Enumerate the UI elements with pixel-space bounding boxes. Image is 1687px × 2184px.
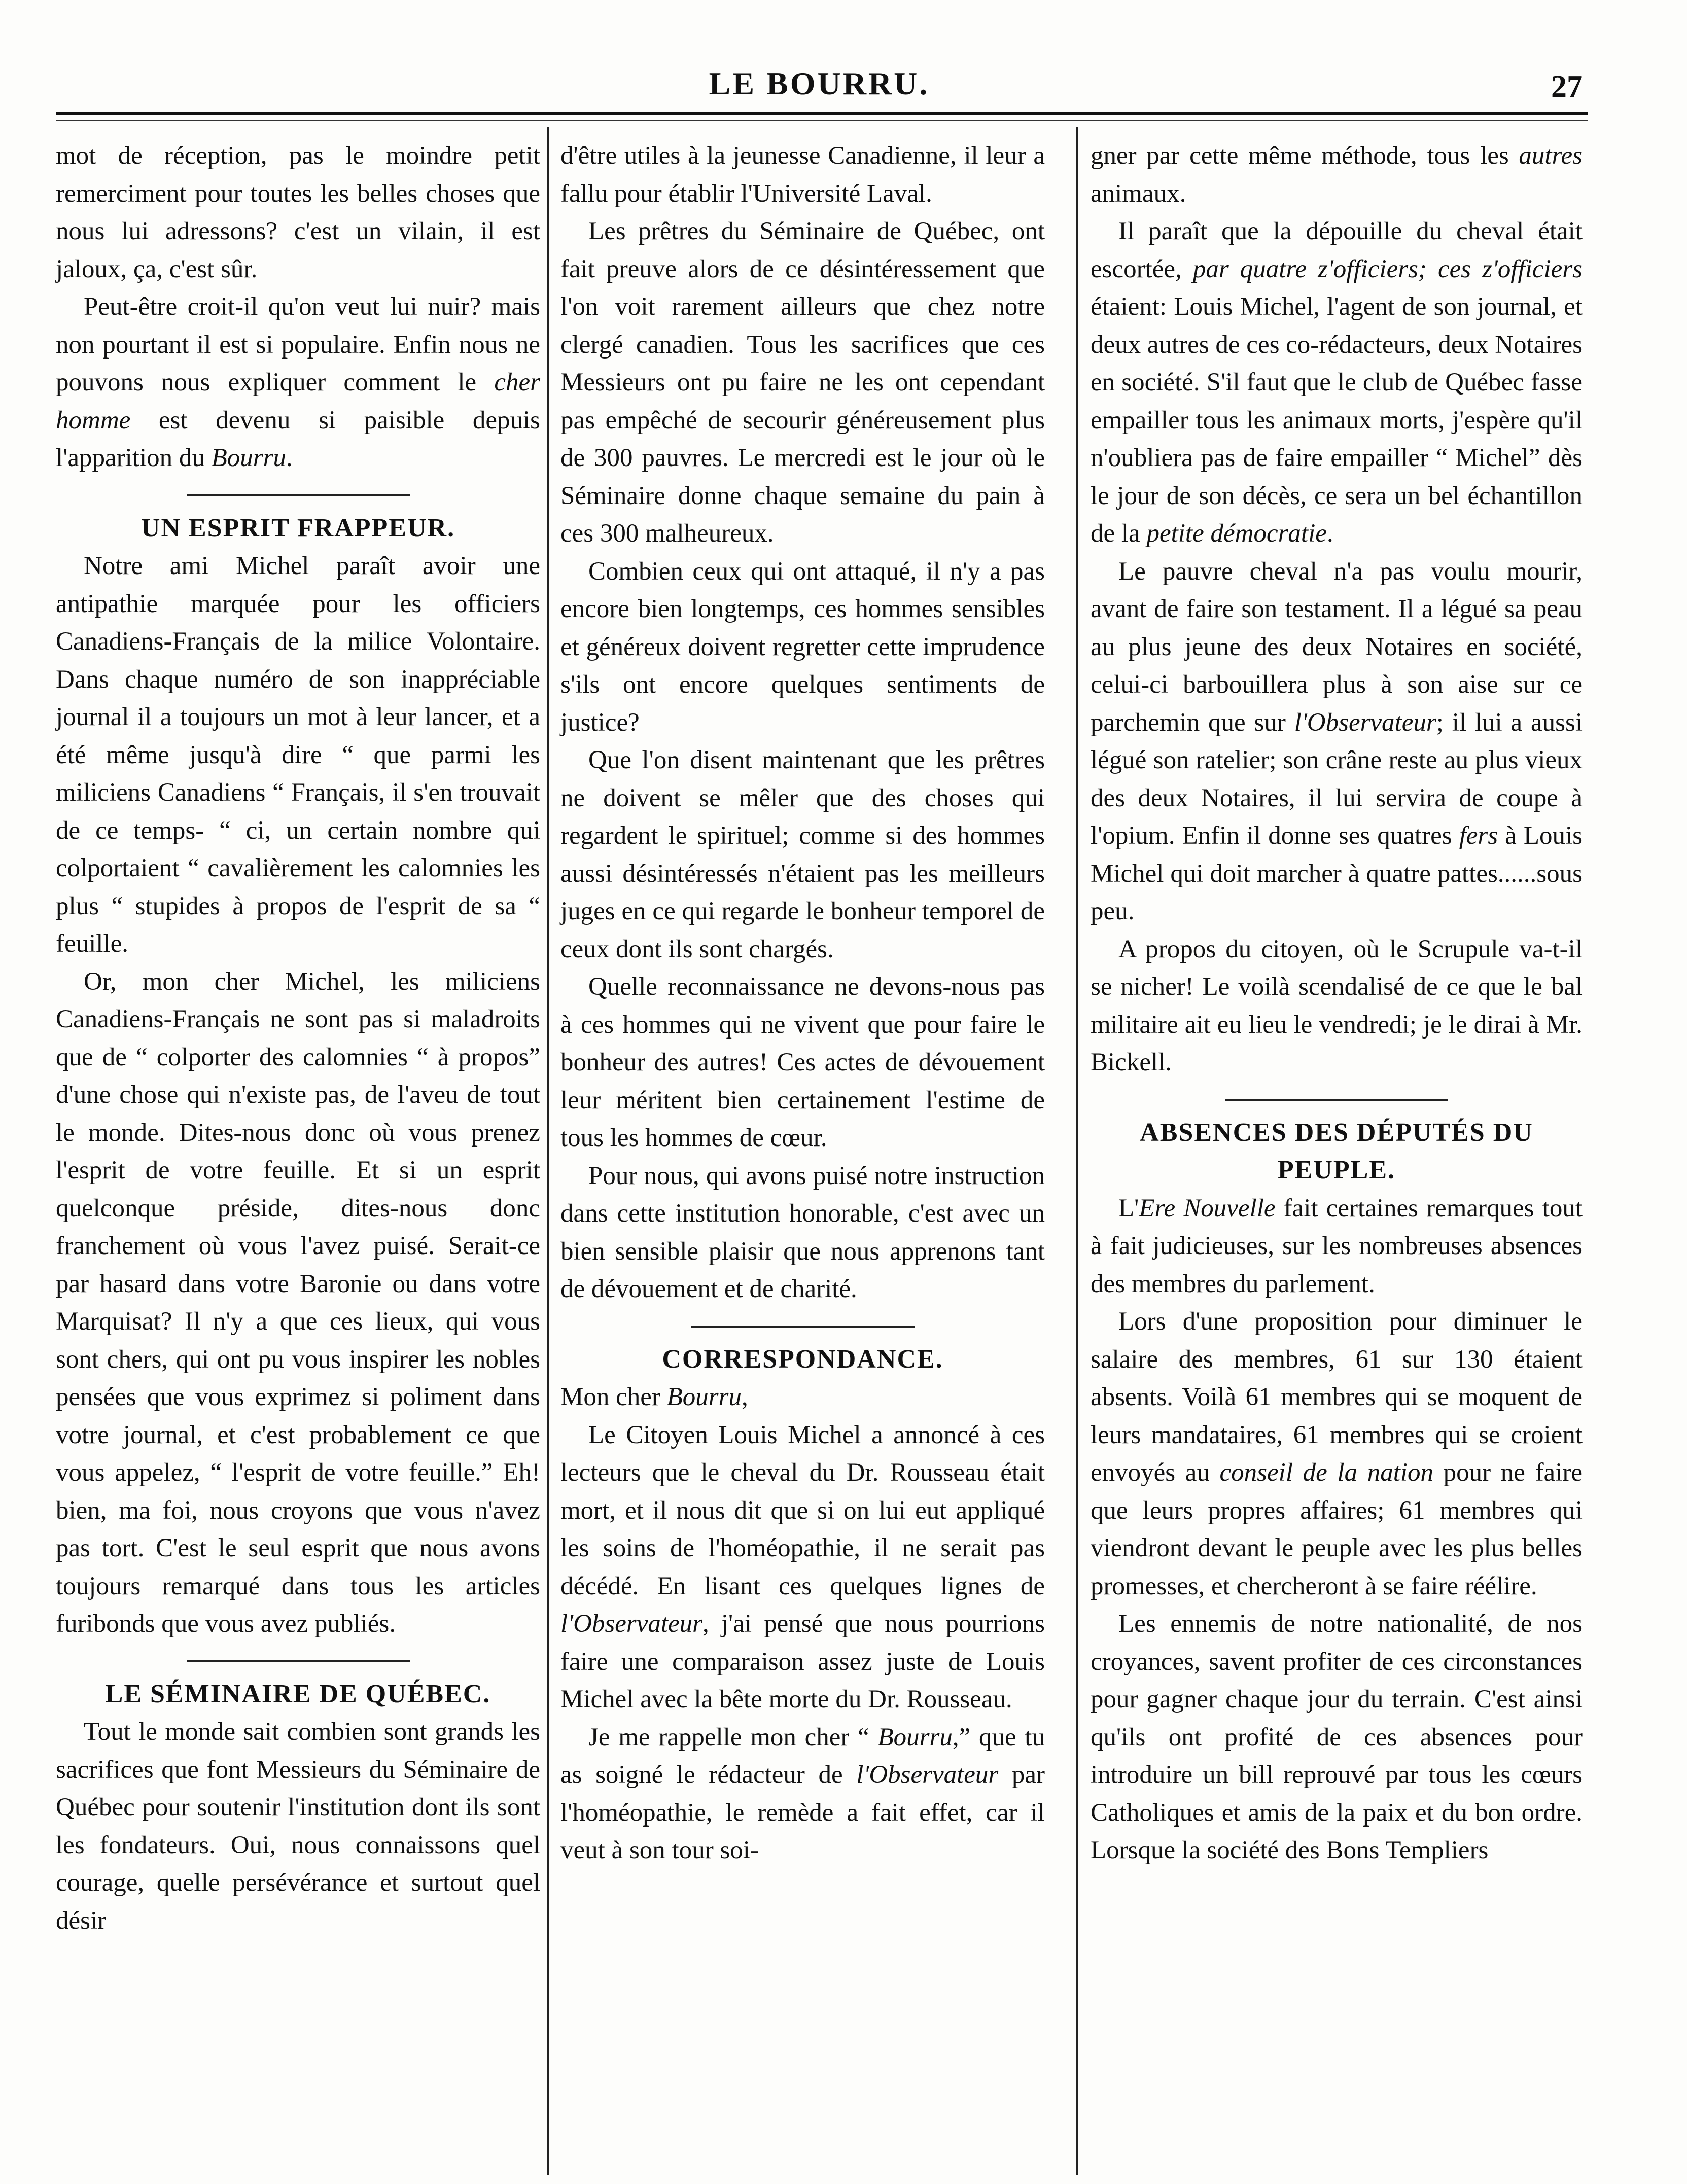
header-rule-thin (56, 120, 1588, 121)
paragraph: Le Citoyen Louis Michel a annoncé à ces lecteurs que le cheval du Dr. Rousseau était mort, et il nous dit que si on lui eut appliqué les soins de l'homéopathie, il ne serait pas décédé. En lisant ces quelques lignes de l'Observateur, j'ai pensé que nous pourrions faire une comparaison assez juste de Louis Michel avec la bête morte du Dr. Rousseau. (560, 1420, 1045, 1713)
paragraph: Je me rappelle mon cher “ Bourru,” que tu as soigné le rédacteur de l'Observateur par l'homéopathie, le remède a fait effet, car il veut à son tour soi- (560, 1723, 1045, 1865)
section-separator (691, 1326, 915, 1328)
article-heading: LE SÉMINAIRE DE QUÉBEC. (105, 1679, 491, 1708)
paragraph: gner par cette même méthode, tous les autres animaux. (1091, 141, 1583, 208)
paragraph: mot de réception, pas le moindre petit remerciment pour toutes les belles choses que nous lui adressons? c'est un vilain, il est jaloux, ça, c'est sûr. (56, 141, 540, 283)
newspaper-title: LE BOURRU. (709, 65, 930, 101)
paragraph: Le pauvre cheval n'a pas voulu mourir, avant de faire son testament. Il a légué sa peau au plus jeune des deux Notaires en société, celui-ci barbouillera plus à son aise sur ce parchemin que sur l'Observateur; il lui a aussi légué son ratelier; son crâne reste au plus vieux des deux Notaires, il lui servira de coupe à l'opium. Enfin il donne ses quatres fers à Louis Michel qui doit marcher à quatre pattes......sous peu. (1091, 557, 1583, 925)
paragraph: d'être utiles à la jeunesse Canadienne, il leur a fallu pour établir l'Université Laval. (560, 141, 1045, 208)
section-separator (1225, 1099, 1448, 1101)
paragraph: L'Ere Nouvelle fait certaines remarques tout à fait judicieuses, sur les nombreuses absences des membres du parlement. (1091, 1194, 1583, 1298)
paragraph: Notre ami Michel paraît avoir une antipathie marquée pour les officiers Canadiens-Français de la milice Volontaire. Dans chaque numéro de son inappréciable journal il a toujours un mot à leur lancer, et a été même jusqu'à dire “ que parmi les miliciens Canadiens “ Français, il s'en trouvait de ce temps- “ ci, un certain nombre qui colportaient “ cavalièrement les calomnies les plus “ stupides à propos de l'esprit de sa “ feuille. (56, 552, 540, 958)
paragraph: Tout le monde sait combien sont grands les sacrifices que font Messieurs du Séminaire de Québec pour soutenir l'institution dont ils sont les fondateurs. Oui, nous connaissons quel courage, quelle persévérance et surtout quel désir (56, 1717, 540, 1935)
page-number: 27 (1551, 69, 1583, 104)
section-separator (187, 494, 410, 496)
paragraph: Pour nous, qui avons puisé notre instruction dans cette institution honorable, c'est avec un bien sensible plaisir que nous apprenons tant de dévouement et de charité. (560, 1161, 1045, 1303)
paragraph: Or, mon cher Michel, les miliciens Canadiens-Français ne sont pas si maladroits que de “ colporter des calomnies “ à propos” d'une chose qui n'existe pas, de l'aveu de tout le monde. Dites-nous donc où vous prenez l'esprit de votre feuille. Et si un esprit quelconque préside, dites-nous donc franchement où vous l'avez puisé. Serait-ce par hasard dans votre Baronie ou dans votre Marquisat? Il n'y a que ces lieux, qui vous sont chers, qui ont pu vous inspirer les nobles pensées que vous exprimez si poliment dans votre journal, et c'est probablement ce que vous appelez, “ l'esprit de votre feuille.” Eh! bien, ma foi, nous croyons que vous n'avez pas tort. C'est le seul esprit que nous avons toujours remarqué dans tous les articles furibonds que vous avez publiés. (56, 967, 540, 1638)
paragraph: Combien ceux qui ont attaqué, il n'y a pas encore bien longtemps, ces hommes sensibles et généreux doivent regretter cette imprudence s'ils ont encore quelques sentiments de justice? (560, 557, 1045, 737)
section-separator (187, 1660, 410, 1662)
article-heading: UN ESPRIT FRAPPEUR. (140, 513, 455, 543)
paragraph: Quelle reconnaissance ne devons-nous pas à ces hommes qui ne vivent que pour faire le bonheur des autres! Ces actes de dévouement leur méritent bien certainement l'estime de tous les hommes de cœur. (560, 973, 1045, 1152)
paragraph: Les prêtres du Séminaire de Québec, ont fait preuve alors de ce désintéressement que l'on voit rarement ailleurs que chez notre clergé canadien. Tous les sacrifices que ces Messieurs ont pu faire ne les ont cependant pas empêché de secourir généreusement plus de 300 pauvres. Le mercredi est le jour où le Séminaire donne chaque semaine du pain à ces 300 malheureux. (560, 217, 1045, 548)
paragraph: Il paraît que la dépouille du cheval était escortée, par quatre z'officiers; ces z'officiers étaient: Louis Michel, l'agent de son journal, et deux autres de ces co-rédacteurs, deux Notaires en société. S'il faut que le club de Québec fasse empailler tous les animaux morts, j'espère qu'il n'oubliera pas de faire empailler “ Michel” dès le jour de son décès, ce sera un bel échantillon de la petite démocratie. (1091, 217, 1583, 548)
running-header (56, 65, 1583, 111)
article-heading: ABSENCES DES DÉPUTÉS DU PEUPLE. (1140, 1118, 1533, 1185)
paragraph: A propos du citoyen, où le Scrupule va-t-il se nicher! Le voilà scendalisé de ce que le bal militaire ait eu lieu le vendredi; je le dirai à Mr. Bickell. (1091, 935, 1583, 1077)
paragraph: Que l'on disent maintenant que les prêtres ne doivent se mêler que des choses qui regardent le spirituel; comme si des hommes aussi désintéressés n'étaient pas les meilleurs juges en ce qui regarde le bonheur temporel de ceux dont ils sont chargés. (560, 746, 1045, 963)
letter-salutation: Mon cher Bourru, (560, 1383, 748, 1411)
header-rule (56, 112, 1588, 115)
paragraph: Les ennemis de notre nationalité, de nos croyances, savent profiter de ces circonstances pour gagner chaque jour du terrain. C'est ainsi qu'ils ont profité de ces absences pour introduire un bill reprouvé par tous les cœurs Catholiques et amis de la paix et du bon ordre. Lorsque la société des Bons Templiers (1091, 1609, 1583, 1865)
column-divider (547, 127, 549, 2175)
paragraph: Peut-être croit-il qu'on veut lui nuir? mais non pourtant il est si populaire. Enfin nous ne pouvons nous expliquer comment le cher homme est devenu si paisible depuis l'apparition du Bourru. (56, 293, 540, 472)
column-3 (1091, 137, 1583, 1870)
column-divider (1076, 127, 1078, 2175)
article-heading: CORRESPONDANCE. (662, 1344, 943, 1374)
paragraph: Lors d'une proposition pour diminuer le salaire des membres, 61 sur 130 étaient absents. Voilà 61 membres qui se moquent de leurs mandataires, 61 membres qui se croient envoyés au conseil de la nation pour ne faire que leurs propres affaires; 61 membres qui viendront devant le peuple avec les plus belles promesses, et chercheront à se faire réélire. (1091, 1307, 1583, 1600)
column-2 (560, 137, 1045, 1870)
column-1 (56, 137, 540, 1940)
